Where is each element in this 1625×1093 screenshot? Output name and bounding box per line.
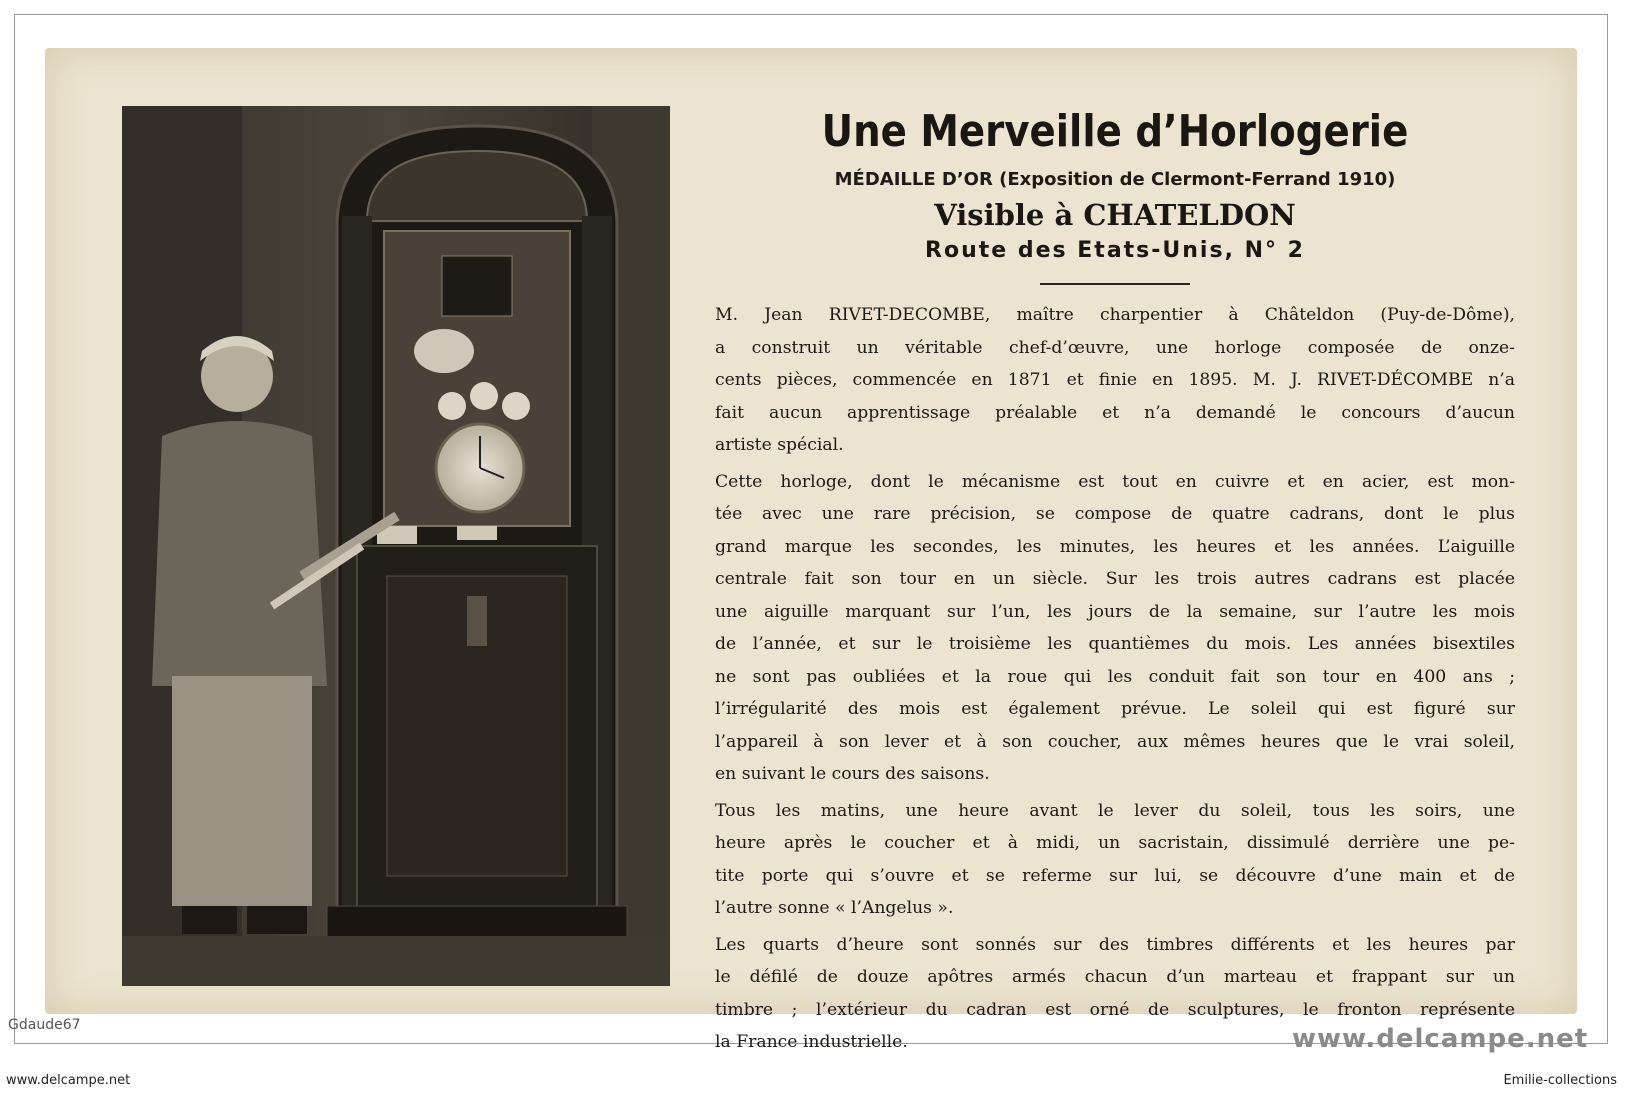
text-line: ne sont pas oubliées et la roue qui les conduit fait son tour en 400 ans ; xyxy=(715,666,1515,687)
text-line: M. Jean RIVET-DECOMBE, maître charpentier à Châteldon (Puy-de-Dôme), xyxy=(715,305,1515,325)
text-line: Cette horloge, dont le mécanisme est tout en cuivre et en acier, est mon- xyxy=(715,471,1515,492)
text-line: heure après le coucher et à midi, un sacristain, dissimulé derrière une pe- xyxy=(715,833,1515,853)
text-line: Les quarts d’heure sont sonnés sur des timbres différents et les heures par xyxy=(715,934,1515,955)
text-line: de l’année, et sur le troisième les quantièmes du mois. Les années bisextiles xyxy=(715,634,1515,654)
text-line: l’autre sonne « l’Angelus ». xyxy=(715,898,954,918)
paragraph-2 xyxy=(715,466,1515,791)
text-line: en suivant le cours des saisons. xyxy=(715,764,990,784)
site-watermark: www.delcampe.net xyxy=(1292,1024,1589,1054)
postcard-text xyxy=(715,100,1515,1063)
text-line: artiste spécial. xyxy=(715,435,844,455)
route-line: Route des Etats-Unis, N° 2 xyxy=(925,238,1305,263)
text-line: a construit un véritable chef-d’œuvre, une horloge composée de onze- xyxy=(715,337,1515,358)
medal-line: MÉDAILLE D’OR (Exposition de Clermont-Ferrand 1910) xyxy=(834,169,1396,190)
text-line: tite porte qui s’ouvre et se referme sur lui, se découvre d’une main et de xyxy=(715,865,1515,886)
text-line: le défilé de douze apôtres armés chacun d’un marteau et frappant sur un xyxy=(715,967,1515,987)
paragraph-3 xyxy=(715,795,1515,925)
text-line: grand marque les secondes, les minutes, les heures et les années. L’aiguille xyxy=(715,536,1515,557)
footer-site-link: www.delcampe.net xyxy=(6,1073,131,1088)
clock-photo-illustration xyxy=(122,106,670,986)
visible-line: Visible à CHATELDON xyxy=(934,198,1296,232)
footer-collection-name: Emilie-collections xyxy=(1503,1073,1617,1088)
seller-watermark: Gdaude67 xyxy=(8,1017,81,1033)
text-line: timbre ; l’extérieur du cadran est orné de sculptures, le fronton représente xyxy=(715,999,1515,1020)
text-line: cents pièces, commencée en 1871 et finie en 1895. M. J. RIVET-DÉCOMBE n’a xyxy=(715,370,1515,390)
clock-photo xyxy=(122,106,670,986)
text-line: l’irrégularité des mois est également prévue. Le soleil qui est figuré sur xyxy=(715,699,1515,719)
text-line: Tous les matins, une heure avant le lever du soleil, tous les soirs, une xyxy=(715,800,1515,821)
paragraph-1 xyxy=(715,299,1515,462)
text-line: fait aucun apprentissage préalable et n’a demandé le concours d’aucun xyxy=(715,402,1515,423)
text-line: une aiguille marquant sur l’un, les jours de la semaine, sur l’autre les mois xyxy=(715,601,1515,622)
divider-rule xyxy=(1040,283,1190,285)
text-line: centrale fait son tour en un siècle. Sur les trois autres cadrans est placée xyxy=(715,569,1515,589)
postcard-title: Une Merveille d’Horlogerie xyxy=(821,106,1409,157)
text-line: tée avec une rare précision, se compose de quatre cadrans, dont le plus xyxy=(715,504,1515,524)
text-line: la France industrielle. xyxy=(715,1032,908,1052)
text-line: l’appareil à son lever et à son coucher, aux mêmes heures que le vrai soleil, xyxy=(715,731,1515,752)
